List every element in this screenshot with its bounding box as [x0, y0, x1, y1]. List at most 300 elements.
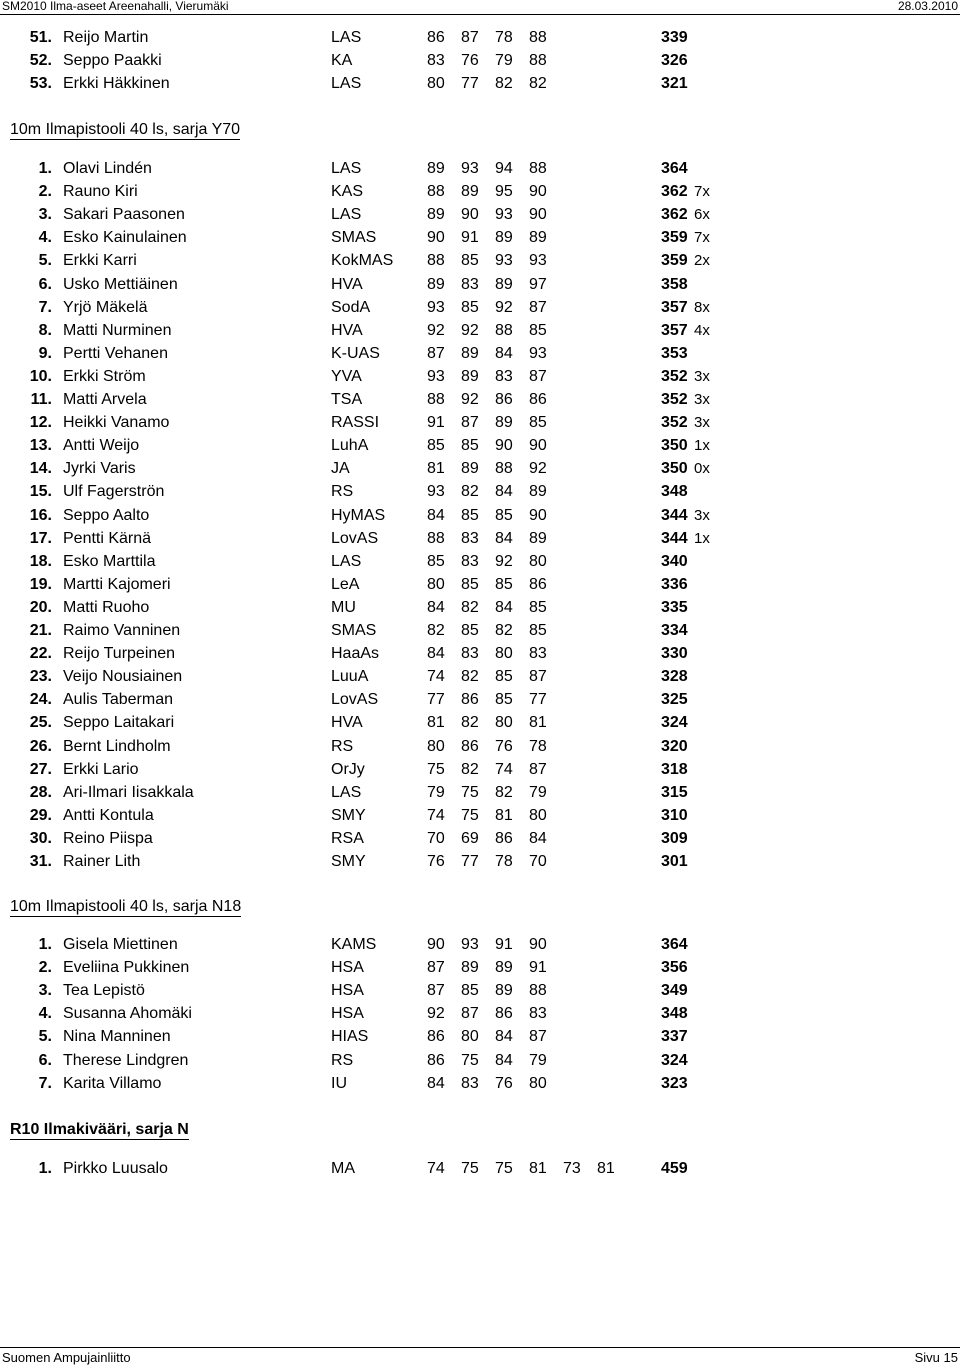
shooter-name: Sakari Paasonen — [63, 206, 185, 224]
series-score: 82 — [461, 483, 479, 501]
series-score: 92 — [461, 391, 479, 408]
result-row — [0, 736, 960, 758]
shooter-name: Matti Arvela — [63, 391, 147, 408]
rank: 20. — [29, 598, 52, 616]
inner-tens: 0x — [694, 460, 710, 478]
rank: 2. — [38, 183, 52, 201]
total-score: 349 — [661, 982, 688, 1000]
total-score: 362 — [661, 206, 688, 224]
total-score: 336 — [661, 575, 688, 593]
series-score: 84 — [495, 483, 513, 501]
club: HaaAs — [331, 645, 380, 663]
shooter-name: Reijo Martin — [63, 29, 149, 46]
series-score: 85 — [529, 414, 547, 432]
shooter-name: Esko Marttila — [63, 552, 156, 570]
inner-tens: 7x — [694, 183, 710, 201]
result-row — [0, 412, 960, 434]
total-score: 348 — [661, 483, 688, 501]
total-score: 357 — [661, 321, 688, 339]
result-row — [0, 666, 960, 688]
shooter-name: Pirkko Luusalo — [63, 1160, 168, 1177]
series-score: 86 — [529, 575, 547, 593]
series-score: 89 — [529, 483, 547, 501]
rank: 12. — [29, 414, 52, 432]
total-score: 326 — [661, 52, 688, 70]
series-score: 88 — [427, 391, 445, 408]
total-score: 325 — [661, 691, 688, 709]
club: JA — [331, 460, 350, 478]
result-row — [0, 643, 960, 665]
rank: 8. — [38, 321, 52, 339]
shooter-name: Seppo Aalto — [63, 506, 150, 524]
rank: 24. — [29, 691, 52, 709]
shooter-name: Martti Kajomeri — [63, 575, 171, 593]
total-score: 337 — [661, 1028, 688, 1046]
result-row — [0, 158, 960, 180]
series-score: 82 — [495, 622, 513, 639]
series-score: 70 — [427, 829, 445, 847]
shooter-name: Esko Kainulainen — [63, 229, 187, 247]
club: RASSI — [331, 414, 380, 432]
inner-tens: 8x — [694, 298, 710, 316]
series-score: 87 — [529, 1028, 547, 1046]
inner-tens: 2x — [694, 252, 710, 270]
total-score: 353 — [661, 344, 688, 362]
shooter-name: Bernt Lindholm — [63, 737, 171, 755]
series-score: 88 — [495, 460, 513, 478]
series-score: 85 — [529, 598, 547, 616]
section-title: R10 Ilmakivääri, sarja N — [10, 1121, 189, 1138]
inner-tens: 1x — [694, 437, 710, 455]
result-row — [0, 551, 960, 573]
total-score: 309 — [661, 829, 688, 847]
club: SodA — [331, 298, 371, 316]
series-score: 89 — [427, 275, 445, 293]
result-row — [0, 481, 960, 503]
series-score: 91 — [495, 936, 513, 953]
result-row — [0, 620, 960, 642]
series-score: 84 — [427, 645, 445, 663]
series-score: 93 — [461, 936, 479, 953]
rank: 19. — [29, 575, 52, 593]
series-score: 79 — [529, 1051, 547, 1069]
shooter-name: Matti Nurminen — [63, 321, 172, 339]
result-row — [0, 1158, 960, 1180]
shooter-name: Rainer Lith — [63, 853, 141, 870]
total-score: 364 — [661, 936, 688, 953]
series-score: 86 — [495, 391, 513, 408]
rank: 23. — [29, 668, 52, 686]
series-score: 86 — [427, 29, 445, 46]
series-score: 93 — [461, 160, 479, 177]
series-score: 86 — [427, 1051, 445, 1069]
result-row — [0, 1073, 960, 1095]
series-score: 82 — [461, 714, 479, 732]
series-score: 89 — [427, 160, 445, 177]
shooter-name: Ulf Fagerströn — [63, 483, 165, 501]
series-score: 89 — [461, 183, 479, 201]
result-row — [0, 689, 960, 711]
series-score: 88 — [529, 52, 547, 70]
series-score: 83 — [461, 275, 479, 293]
total-score: 323 — [661, 1074, 688, 1092]
series-score: 80 — [427, 737, 445, 755]
series-score: 84 — [495, 529, 513, 547]
series-score: 87 — [529, 760, 547, 778]
series-score: 90 — [427, 936, 445, 953]
series-score: 80 — [495, 645, 513, 663]
series-score: 93 — [495, 206, 513, 224]
rank: 26. — [29, 737, 52, 755]
series-score: 97 — [529, 275, 547, 293]
rank: 51. — [29, 29, 52, 46]
club: HyMAS — [331, 506, 386, 524]
series-score: 74 — [427, 806, 445, 824]
series-score: 84 — [427, 1074, 445, 1092]
rank: 5. — [38, 252, 52, 270]
rank: 9. — [38, 344, 52, 362]
series-score: 75 — [461, 783, 479, 801]
rank: 11. — [30, 391, 52, 408]
series-score: 80 — [529, 1074, 547, 1092]
rank: 17. — [29, 529, 52, 547]
series-score: 82 — [461, 668, 479, 686]
total-score: 320 — [661, 737, 688, 755]
club: HSA — [331, 1005, 364, 1023]
shooter-name: Reijo Turpeinen — [63, 645, 176, 663]
series-score: 77 — [461, 853, 479, 870]
shooter-name: Veijo Nousiainen — [63, 668, 183, 686]
series-score: 85 — [461, 506, 479, 524]
total-score: 348 — [661, 1005, 688, 1023]
series-score: 84 — [495, 1028, 513, 1046]
series-score: 92 — [461, 321, 479, 339]
series-score: 76 — [461, 52, 479, 70]
series-score: 76 — [495, 737, 513, 755]
series-score: 84 — [495, 598, 513, 616]
series-score: 88 — [427, 183, 445, 201]
rank: 21. — [29, 622, 52, 639]
shooter-name: Jyrki Varis — [63, 460, 136, 478]
series-score: 85 — [461, 575, 479, 593]
shooter-name: Susanna Ahomäki — [63, 1005, 192, 1023]
series-score: 75 — [461, 1051, 479, 1069]
series-score: 87 — [529, 367, 547, 385]
result-row — [0, 505, 960, 527]
series-score: 85 — [529, 321, 547, 339]
result-row — [0, 574, 960, 596]
total-score: 344 — [661, 529, 688, 547]
series-score: 89 — [427, 206, 445, 224]
shooter-name: Tea Lepistö — [63, 982, 145, 1000]
shooter-name: Reino Piispa — [63, 829, 153, 847]
result-row — [0, 1050, 960, 1072]
rank: 7. — [38, 298, 52, 316]
rank: 1. — [38, 1160, 52, 1177]
shooter-name: Seppo Paakki — [63, 52, 162, 70]
page-footer — [0, 1347, 960, 1366]
shooter-name: Ari-Ilmari Iisakkala — [63, 783, 194, 801]
series-score: 89 — [529, 529, 547, 547]
rank: 31. — [29, 853, 52, 870]
series-score: 93 — [529, 344, 547, 362]
result-row — [0, 805, 960, 827]
series-score: 88 — [495, 321, 513, 339]
result-row — [0, 980, 960, 1002]
series-score: 93 — [495, 252, 513, 270]
result-row — [0, 435, 960, 457]
series-score: 91 — [461, 229, 479, 247]
series-score: 85 — [529, 622, 547, 639]
club: LeA — [331, 575, 360, 593]
series-score: 93 — [427, 483, 445, 501]
result-row — [0, 250, 960, 272]
result-row — [0, 851, 960, 873]
rank: 10. — [29, 367, 52, 385]
series-score: 80 — [529, 806, 547, 824]
series-score: 90 — [495, 437, 513, 455]
rank: 4. — [38, 229, 52, 247]
shooter-name: Eveliina Pukkinen — [63, 959, 190, 977]
series-score: 85 — [427, 552, 445, 570]
rank: 22. — [29, 645, 52, 663]
rank: 25. — [29, 714, 52, 732]
club: LAS — [331, 783, 362, 801]
series-score: 75 — [461, 1160, 479, 1177]
club: TSA — [331, 391, 363, 408]
series-score: 73 — [563, 1160, 581, 1177]
series-score: 86 — [427, 1028, 445, 1046]
rank: 1. — [38, 936, 52, 953]
total-score: 364 — [661, 160, 688, 177]
rank: 6. — [38, 275, 52, 293]
series-score: 89 — [461, 344, 479, 362]
rank: 2. — [38, 959, 52, 977]
series-score: 69 — [461, 829, 479, 847]
club: RS — [331, 1051, 354, 1069]
shooter-name: Aulis Taberman — [63, 691, 173, 709]
series-score: 82 — [495, 75, 513, 93]
club: RS — [331, 737, 354, 755]
series-score: 92 — [495, 298, 513, 316]
series-score: 89 — [495, 275, 513, 293]
total-score: 350 — [661, 460, 688, 478]
series-score: 77 — [461, 75, 479, 93]
series-score: 81 — [427, 714, 445, 732]
series-score: 85 — [495, 575, 513, 593]
rank: 3. — [38, 982, 52, 1000]
series-score: 81 — [495, 806, 513, 824]
result-row — [0, 297, 960, 319]
shooter-name: Yrjö Mäkelä — [63, 298, 148, 316]
result-row — [0, 343, 960, 365]
section-title: 10m Ilmapistooli 40 ls, sarja N18 — [10, 898, 242, 915]
result-row — [0, 1026, 960, 1048]
club: RS — [331, 483, 354, 501]
result-row — [0, 934, 960, 956]
shooter-name: Rauno Kiri — [63, 183, 138, 201]
shooter-name: Heikki Vanamo — [63, 414, 170, 432]
series-score: 83 — [461, 1074, 479, 1092]
page-header — [0, 0, 960, 15]
total-score: 344 — [661, 506, 688, 524]
event-title: SM2010 Ilma-aseet Areenahalli, Vierumäki — [2, 0, 229, 13]
organization-name: Suomen Ampujainliitto — [2, 1350, 131, 1365]
series-score: 83 — [461, 529, 479, 547]
series-score: 88 — [427, 252, 445, 270]
section-title: 10m Ilmapistooli 40 ls, sarja Y70 — [10, 121, 241, 138]
rank: 29. — [29, 806, 52, 824]
shooter-name: Erkki Ström — [63, 367, 146, 385]
total-score: 324 — [661, 714, 688, 732]
series-score: 85 — [495, 691, 513, 709]
series-score: 89 — [495, 229, 513, 247]
series-score: 78 — [529, 737, 547, 755]
shooter-name: Olavi Lindén — [63, 160, 152, 177]
series-score: 82 — [529, 75, 547, 93]
rank: 5. — [38, 1028, 52, 1046]
series-score: 95 — [495, 183, 513, 201]
inner-tens: 1x — [694, 529, 710, 547]
result-row — [0, 227, 960, 249]
shooter-name: Erkki Häkkinen — [63, 75, 170, 93]
club: LovAS — [331, 691, 379, 709]
rank: 6. — [38, 1051, 52, 1069]
club: HSA — [331, 982, 364, 1000]
series-score: 88 — [529, 160, 547, 177]
result-row — [0, 782, 960, 804]
series-score: 87 — [529, 298, 547, 316]
series-score: 83 — [529, 1005, 547, 1023]
series-score: 83 — [529, 645, 547, 663]
result-row — [0, 957, 960, 979]
inner-tens: 3x — [694, 414, 710, 432]
series-score: 82 — [495, 783, 513, 801]
series-score: 90 — [529, 206, 547, 224]
series-score: 87 — [461, 414, 479, 432]
club: SMY — [331, 806, 366, 824]
club: HVA — [331, 275, 363, 293]
series-score: 76 — [495, 1074, 513, 1092]
result-row — [0, 50, 960, 72]
rank: 13. — [29, 437, 52, 455]
series-score: 92 — [495, 552, 513, 570]
series-score: 82 — [461, 760, 479, 778]
series-score: 93 — [529, 252, 547, 270]
series-score: 80 — [461, 1028, 479, 1046]
series-score: 93 — [427, 298, 445, 316]
series-score: 85 — [427, 437, 445, 455]
total-score: 357 — [661, 298, 688, 316]
total-score: 358 — [661, 275, 688, 293]
series-score: 87 — [461, 1005, 479, 1023]
series-score: 85 — [461, 622, 479, 639]
series-score: 90 — [529, 506, 547, 524]
club: LovAS — [331, 529, 379, 547]
series-score: 75 — [461, 806, 479, 824]
series-score: 78 — [495, 853, 513, 870]
rank: 27. — [29, 760, 52, 778]
club: HIAS — [331, 1028, 369, 1046]
series-score: 92 — [529, 460, 547, 478]
series-score: 81 — [427, 460, 445, 478]
series-score: 90 — [529, 936, 547, 953]
series-score: 84 — [529, 829, 547, 847]
club: LAS — [331, 552, 362, 570]
result-row — [0, 712, 960, 734]
series-score: 89 — [461, 959, 479, 977]
rank: 28. — [29, 783, 52, 801]
series-score: 88 — [529, 29, 547, 46]
series-score: 89 — [461, 367, 479, 385]
series-score: 80 — [529, 552, 547, 570]
result-row — [0, 366, 960, 388]
series-score: 87 — [427, 959, 445, 977]
rank: 30. — [29, 829, 52, 847]
series-score: 89 — [495, 414, 513, 432]
series-score: 89 — [495, 959, 513, 977]
series-score: 86 — [495, 1005, 513, 1023]
series-score: 92 — [427, 321, 445, 339]
inner-tens: 3x — [694, 506, 710, 524]
series-score: 75 — [427, 760, 445, 778]
shooter-name: Karita Villamo — [63, 1074, 162, 1092]
series-score: 84 — [495, 344, 513, 362]
shooter-name: Pertti Vehanen — [63, 344, 168, 362]
series-score: 87 — [529, 668, 547, 686]
series-score: 83 — [427, 52, 445, 70]
club: SMAS — [331, 229, 377, 247]
total-score: 301 — [661, 853, 688, 870]
series-score: 78 — [495, 29, 513, 46]
club: KA — [331, 52, 353, 70]
club: HVA — [331, 714, 363, 732]
total-score: 356 — [661, 959, 688, 977]
series-score: 87 — [427, 982, 445, 1000]
total-score: 359 — [661, 229, 688, 247]
rank: 4. — [38, 1005, 52, 1023]
series-score: 74 — [427, 1160, 445, 1177]
club: HSA — [331, 959, 364, 977]
club: LAS — [331, 75, 362, 93]
club: LuhA — [331, 437, 369, 455]
total-score: 340 — [661, 552, 688, 570]
series-score: 81 — [597, 1160, 615, 1177]
series-score: 91 — [427, 414, 445, 432]
series-score: 85 — [461, 252, 479, 270]
event-date: 28.03.2010 — [897, 0, 958, 13]
series-score: 86 — [529, 391, 547, 408]
shooter-name: Pentti Kärnä — [63, 529, 152, 547]
rank: 3. — [38, 206, 52, 224]
series-score: 94 — [495, 160, 513, 177]
series-score: 90 — [529, 437, 547, 455]
series-score: 83 — [495, 367, 513, 385]
series-score: 76 — [427, 853, 445, 870]
result-row — [0, 597, 960, 619]
total-score: 339 — [661, 29, 688, 46]
shooter-name: Nina Manninen — [63, 1028, 171, 1046]
inner-tens: 3x — [694, 367, 710, 385]
page-number: Sivu 15 — [914, 1350, 958, 1365]
result-row — [0, 528, 960, 550]
total-score: 315 — [661, 783, 688, 801]
series-score: 90 — [427, 229, 445, 247]
series-score: 82 — [461, 598, 479, 616]
series-score: 90 — [461, 206, 479, 224]
series-score: 86 — [495, 829, 513, 847]
series-score: 86 — [461, 691, 479, 709]
